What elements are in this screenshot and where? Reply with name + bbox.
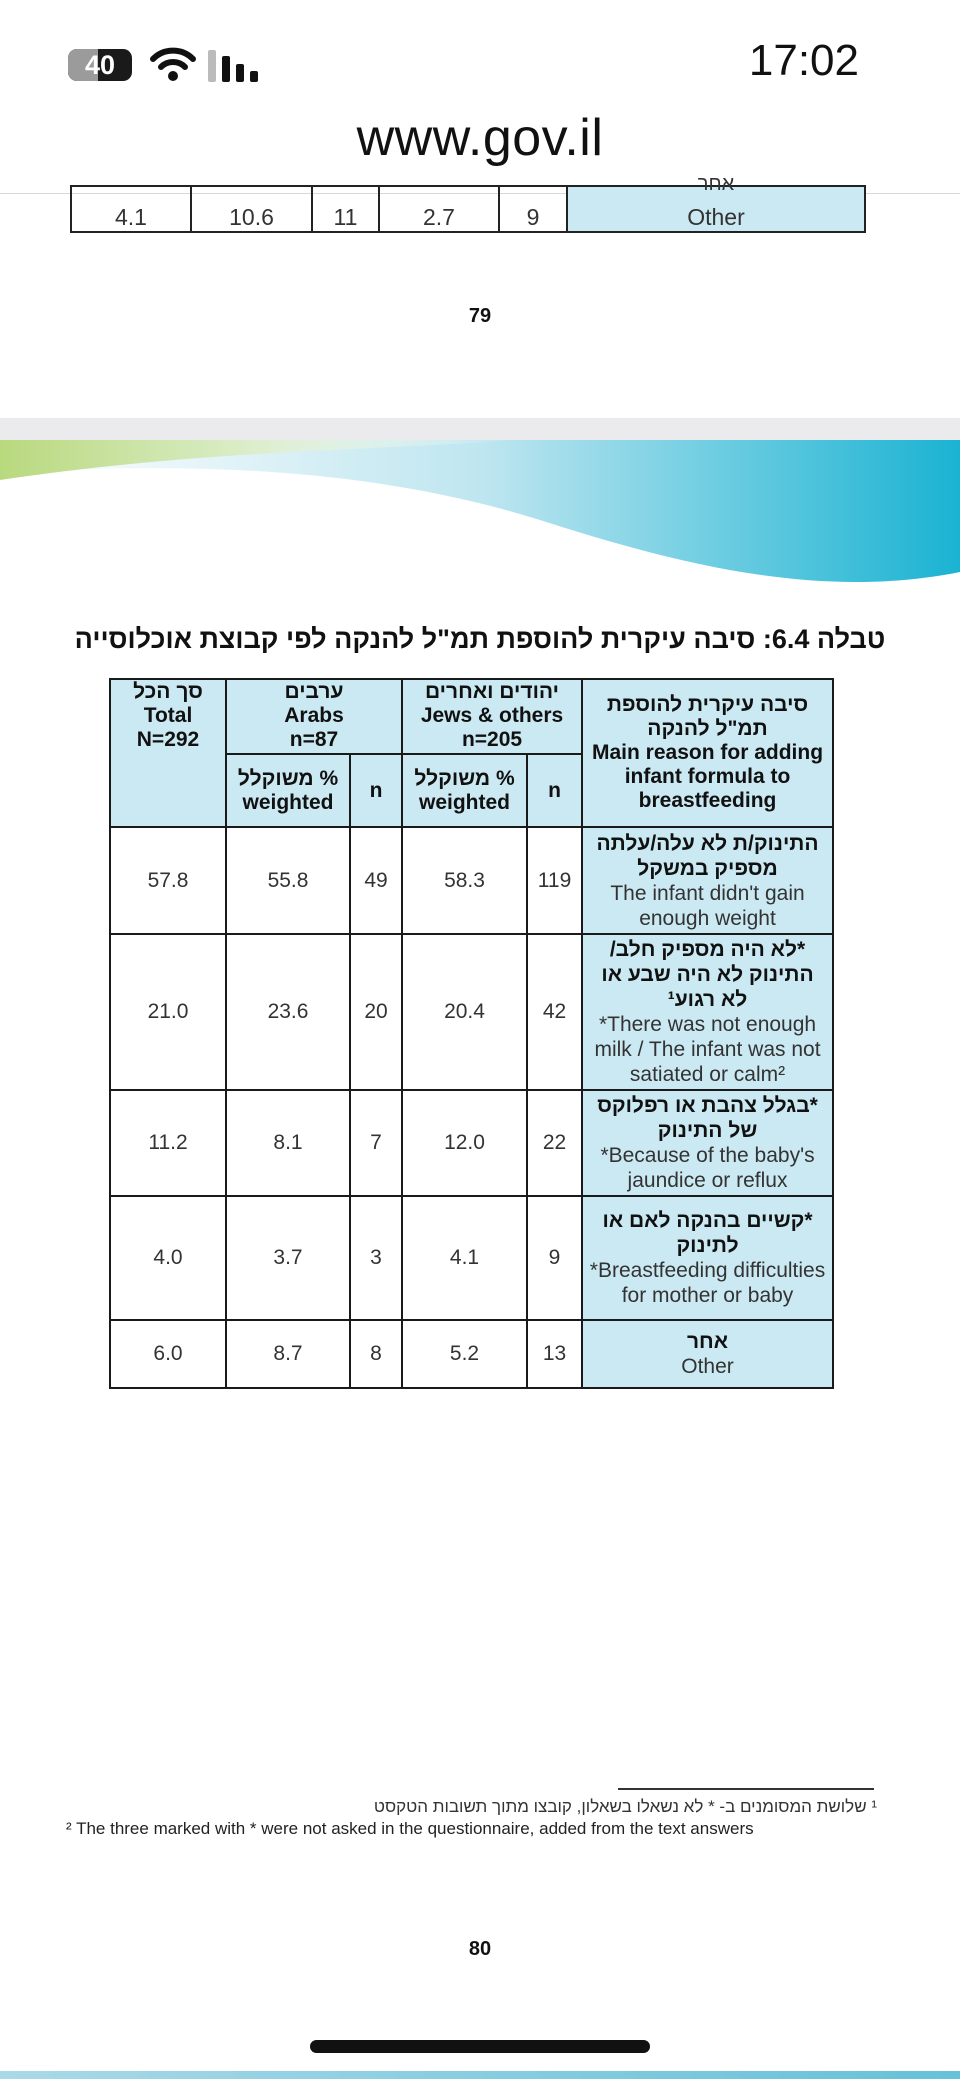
cell-jews-weighted: 5.2 [402,1320,527,1388]
reason-he: *קשיים בהנקה לאם או לתינוק [602,1209,813,1257]
page-separator [0,418,960,442]
header-jews-weighted [402,754,527,827]
table-cell: 11 [312,186,379,232]
header-jews-en: Jews & others [420,704,564,727]
cell-jews-n: 13 [527,1320,582,1388]
weighted-he: % משוקלל [237,766,339,790]
table-row [71,186,865,232]
cell-reason [582,934,833,1090]
row-label-cell [567,173,865,232]
cell-jews-n: 42 [527,934,582,1090]
cell-jews-weighted: 12.0 [402,1090,527,1196]
table-cell: 4.1 [71,186,191,232]
header-total-n: N=292 [136,728,200,751]
table-cell: 10.6 [191,186,312,232]
table-row [110,827,833,934]
page-number: 80 [468,1938,492,1960]
cell-arabs-weighted: 55.8 [226,827,350,934]
table-cell: 2.7 [379,186,499,232]
cell-reason [582,1320,833,1388]
header-wave-banner [0,440,960,600]
cell-total: 11.2 [110,1090,226,1196]
battery-level: 40 [84,50,116,80]
footnote-2: ² The three marked with * were not asked in the questionnaire, added from the text answers [66,1819,754,1838]
row-label-he: אחר [697,173,735,195]
reason-en: The infant didn't gain enough weight [610,881,805,930]
reason-en: Other [681,1355,734,1378]
header-total-en: Total [143,704,193,727]
breastfeeding-reason-table [109,678,834,1389]
clock: 17:02 [748,36,859,85]
cell-arabs-weighted: 23.6 [226,934,350,1090]
cell-arabs-n: 7 [350,1090,402,1196]
weighted-he: % משוקלל [414,766,515,790]
header-arabs-he: ערבים [284,680,344,703]
cell-jews-n: 9 [527,1196,582,1320]
cell-total: 57.8 [110,827,226,934]
header-arabs [226,679,402,754]
page-number-prev: 79 [468,305,492,327]
header-jews-n-col: n [527,754,582,827]
header-arabs-n-col: n [350,754,402,827]
table-header-row [110,679,833,754]
header-total [110,679,226,827]
cell-reason [582,1090,833,1196]
header-jews-n: n=205 [461,728,523,751]
reason-en: *Breastfeeding difficulties for mother or baby [589,1259,826,1307]
cell-arabs-weighted: 8.1 [226,1090,350,1196]
cell-arabs-n: 8 [350,1320,402,1388]
cellular-signal-icon [208,50,262,82]
cell-total: 6.0 [110,1320,226,1388]
table-cell: 9 [499,186,567,232]
previous-page-table [70,173,866,233]
next-page-banner-edge [0,2071,960,2079]
cell-total: 21.0 [110,934,226,1090]
cell-jews-n: 119 [527,827,582,934]
header-reason-en: Main reason for adding infant formula to breastfeeding [592,741,824,812]
table-row [110,1196,833,1320]
reason-he: אחר [686,1330,729,1353]
weighted-en: weighted [242,790,334,814]
row-label-en: Other [687,204,745,230]
cell-arabs-weighted: 8.7 [226,1320,350,1388]
table-title: טבלה 6.4: סיבה עיקרית להוספת תמ"ל להנקה לפי קבוצת אוכלוסייה [74,624,886,654]
reason-en: *There was not enough milk / The infant was not satiated or calm² [594,1013,821,1086]
reason-he: *לא היה מספיק חלב/ התינוק לא היה שבע או לא רגוע¹ [601,938,814,1011]
table-row [110,934,833,1090]
header-jews-he: יהודים ואחרים [424,680,560,703]
cell-jews-weighted: 4.1 [402,1196,527,1320]
cell-total: 4.0 [110,1196,226,1320]
cell-arabs-weighted: 3.7 [226,1196,350,1320]
reason-he: התינוק/ת לא עלה/עלתה מספיק במשקל [596,831,819,880]
status-bar [0,0,960,125]
wifi-icon [150,45,196,83]
address-bar-url[interactable]: www.gov.il [356,109,604,167]
cell-jews-weighted: 58.3 [402,827,527,934]
home-indicator[interactable] [310,2040,650,2053]
reason-he: *בגלל צהבת או רפלוקס של התינוק [597,1094,818,1142]
cell-arabs-n: 3 [350,1196,402,1320]
cell-arabs-n: 49 [350,827,402,934]
cell-arabs-n: 20 [350,934,402,1090]
header-arabs-n: n=87 [289,728,339,751]
battery-icon [68,49,132,81]
cell-reason [582,827,833,934]
header-arabs-en: Arabs [284,704,344,727]
footnote-divider [618,1788,874,1790]
header-jews [402,679,582,754]
cell-jews-n: 22 [527,1090,582,1196]
header-arabs-weighted [226,754,350,827]
cell-jews-weighted: 20.4 [402,934,527,1090]
table-row [110,1090,833,1196]
reason-en: *Because of the baby's jaundice or reflux [600,1144,815,1192]
table-row [110,1320,833,1388]
cell-reason [582,1196,833,1320]
footnote-1: ¹ שלושת המסומנים ב- * לא נשאלו בשאלון, קובצו מתוך תשובות הטקסט [373,1797,877,1816]
header-reason [582,679,833,827]
header-reason-he: סיבה עיקרית להוספת תמ"ל להנקה [606,693,809,740]
header-total-he: סך הכל [133,680,203,703]
weighted-en: weighted [418,790,510,814]
